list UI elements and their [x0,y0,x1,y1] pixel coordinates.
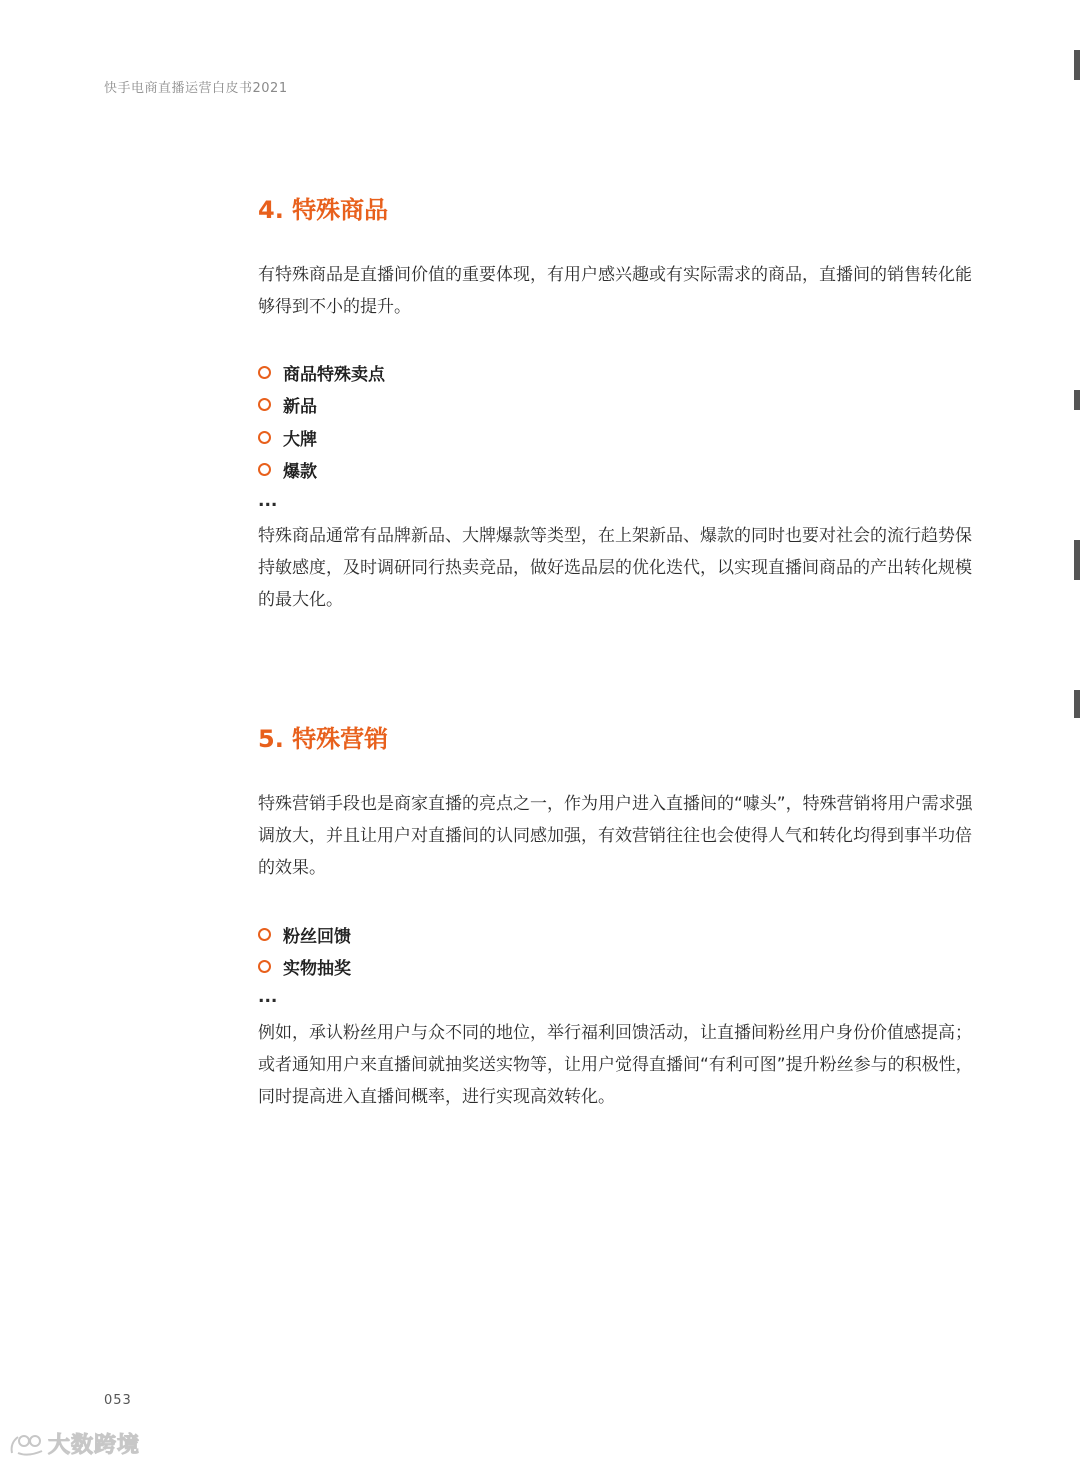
bullet-circle-icon [258,463,271,476]
bullet-circle-icon [258,928,271,941]
section-4-ellipsis: ... [258,491,278,511]
bullet-item [258,356,385,389]
watermark [8,1428,140,1459]
bullet-item [258,421,385,454]
watermark-logo-icon [8,1429,48,1459]
bullet-label: 商品特殊卖点 [283,364,385,385]
page-edge-tab [1074,690,1080,718]
section-4-intro: 有特殊商品是直播间价值的重要体现，有用户感兴趣或有实际需求的商品，直播间的销售转化能够得到不小的提升。 [258,265,972,317]
bullet-label: 爆款 [283,462,317,483]
section-5-bullet-list [258,918,351,983]
watermark-text: 大数跨境 [48,1433,141,1458]
section-5-title: 5. 特殊营销 [258,725,389,753]
section-4-bullet-list [258,356,385,486]
bullet-item [258,951,351,984]
bullet-label: 新品 [283,397,317,418]
section-4-title: 4. 特殊商品 [258,196,389,224]
page-edge-tab [1074,540,1080,580]
bullet-item [258,389,385,422]
section-5-intro: 特殊营销手段也是商家直播的亮点之一，作为用户进入直播间的“噱头”，特殊营销将用户需求强调放大，并且让用户对直播间的认同感加强，有效营销往往也会使得人气和转化均得到事半功倍的效果。 [258,794,973,878]
bullet-circle-icon [258,398,271,411]
bullet-circle-icon [258,366,271,379]
section-5-body: 例如，承认粉丝用户与众不同的地位，举行福利回馈活动，让直播间粉丝用户身份价值感提高；或者通知用户来直播间就抽奖送实物等，让用户觉得直播间“有利可图”提升粉丝参与的积极性，同时提高进入直播间概率，进行实现高效转化。 [258,1023,973,1107]
page-edge-tab [1074,50,1080,80]
bullet-item [258,454,385,487]
bullet-label: 实物抽奖 [283,959,351,980]
bullet-label: 大牌 [283,429,317,450]
page-number: 053 [104,1393,132,1408]
bullet-label: 粉丝回馈 [283,926,351,947]
bullet-item [258,918,351,951]
page-edge-tab [1074,390,1080,410]
section-4-body: 特殊商品通常有品牌新品、大牌爆款等类型，在上架新品、爆款的同时也要对社会的流行趋势保持敏感度，及时调研同行热卖竞品，做好选品层的优化迭代，以实现直播间商品的产出转化规模的最大化。 [258,526,972,610]
bullet-circle-icon [258,431,271,444]
document-header-title: 快手电商直播运营白皮书2021 [104,81,288,96]
bullet-circle-icon [258,960,271,973]
section-5-ellipsis: ... [258,987,278,1007]
